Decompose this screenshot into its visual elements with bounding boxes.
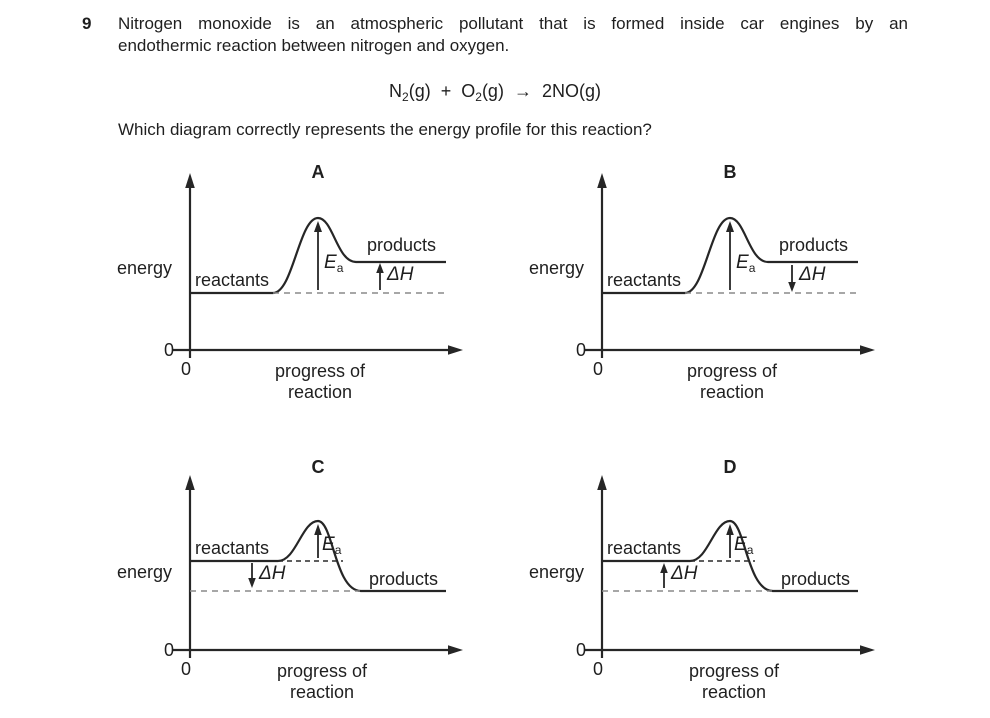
reactant2-symbol: O <box>461 81 476 101</box>
activation-energy-label <box>324 252 343 275</box>
x-axis-zero: 0 <box>180 659 191 679</box>
ea-arrowhead <box>726 221 734 232</box>
reactant2-state: (g) <box>481 81 504 101</box>
ea-subscript: a <box>336 261 344 275</box>
ea-subscript: a <box>746 543 754 557</box>
diagram-b-label: B <box>723 162 737 182</box>
diagram-option-d <box>512 455 892 715</box>
y-axis-zero: 0 <box>575 640 586 660</box>
x-axis-zero: 0 <box>592 659 603 679</box>
plus-sign: + <box>440 81 452 101</box>
question-number: 9 <box>82 14 92 33</box>
x-axis-title-line1: progress of <box>688 661 780 681</box>
x-axis-title <box>275 361 365 403</box>
diagram-option-a <box>100 160 480 420</box>
question-prompt: Which diagram correctly represents the energy profile for this reaction? <box>118 120 652 139</box>
x-axis-title-line2: reaction <box>699 382 765 402</box>
x-axis-title <box>689 661 779 703</box>
ea-symbol: E <box>324 252 337 273</box>
y-axis-zero: 0 <box>163 340 174 360</box>
activation-energy-label <box>322 534 341 557</box>
ea-arrowhead <box>314 221 322 232</box>
product-formula: 2NO(g) <box>541 81 601 101</box>
x-axis-arrowhead <box>860 645 875 655</box>
ea-symbol: E <box>734 534 747 555</box>
y-axis-arrowhead <box>597 173 607 188</box>
y-axis-zero: 0 <box>575 340 586 360</box>
x-axis-arrowhead <box>448 645 463 655</box>
x-axis-title-line2: reaction <box>287 382 353 402</box>
reactants-label: reactants <box>607 270 682 290</box>
ea-arrowhead <box>314 524 322 535</box>
diagram-d-label: D <box>723 457 737 477</box>
x-axis-title-line2: reaction <box>701 682 767 702</box>
question-text-line2: endothermic reaction between nitrogen and oxygen. <box>118 36 510 55</box>
reactant1-state: (g) <box>408 81 431 101</box>
reaction-arrow: → <box>513 81 532 101</box>
dh-arrowhead <box>788 282 796 292</box>
ea-subscript: a <box>748 261 756 275</box>
diagram-c-label: C <box>311 457 325 477</box>
delta-h-label: ΔH <box>259 563 286 584</box>
delta-h-label: ΔH <box>387 264 414 285</box>
x-axis-title <box>277 661 367 703</box>
question-text-line1: Nitrogen monoxide is an atmospheric pollutant that is formed inside car engines by an <box>118 14 908 33</box>
x-axis-title-line1: progress of <box>686 361 778 381</box>
activation-energy-label <box>736 252 755 275</box>
delta-h-label: ΔH <box>799 264 826 285</box>
energy-axis-label: energy <box>117 258 173 278</box>
y-axis-zero: 0 <box>163 640 174 660</box>
x-axis-title-line1: progress of <box>274 361 366 381</box>
activation-energy-label <box>734 534 753 557</box>
products-label: products <box>781 569 851 589</box>
reactants-label: reactants <box>607 538 682 558</box>
reactants-label: reactants <box>195 270 270 290</box>
ea-symbol: E <box>736 252 749 273</box>
x-axis-title <box>687 361 777 403</box>
x-axis-title-line2: reaction <box>289 682 355 702</box>
diagram-option-b <box>512 160 892 420</box>
x-axis-arrowhead <box>860 345 875 355</box>
energy-axis-label: energy <box>117 562 173 582</box>
chemical-equation <box>0 81 990 104</box>
energy-axis-label: energy <box>529 258 585 278</box>
x-axis-zero: 0 <box>180 359 191 379</box>
y-axis-arrowhead <box>185 173 195 188</box>
dh-arrowhead <box>248 578 256 588</box>
y-axis-arrowhead <box>185 475 195 490</box>
products-label: products <box>367 235 437 255</box>
delta-h-label: ΔH <box>671 563 698 584</box>
products-label: products <box>369 569 439 589</box>
ea-symbol: E <box>322 534 335 555</box>
energy-axis-label: energy <box>529 562 585 582</box>
dh-arrowhead <box>660 563 668 573</box>
diagram-a-label: A <box>311 162 325 182</box>
reactant1-symbol: N <box>389 81 403 101</box>
ea-subscript: a <box>334 543 342 557</box>
reactants-label: reactants <box>195 538 270 558</box>
dh-arrowhead <box>376 263 384 273</box>
products-label: products <box>779 235 849 255</box>
ea-arrowhead <box>726 524 734 535</box>
reactant1-subscript: 2 <box>402 90 409 104</box>
diagram-option-c <box>100 455 480 715</box>
reactant2-subscript: 2 <box>475 90 482 104</box>
x-axis-zero: 0 <box>592 359 603 379</box>
y-axis-arrowhead <box>597 475 607 490</box>
x-axis-title-line1: progress of <box>276 661 368 681</box>
x-axis-arrowhead <box>448 345 463 355</box>
